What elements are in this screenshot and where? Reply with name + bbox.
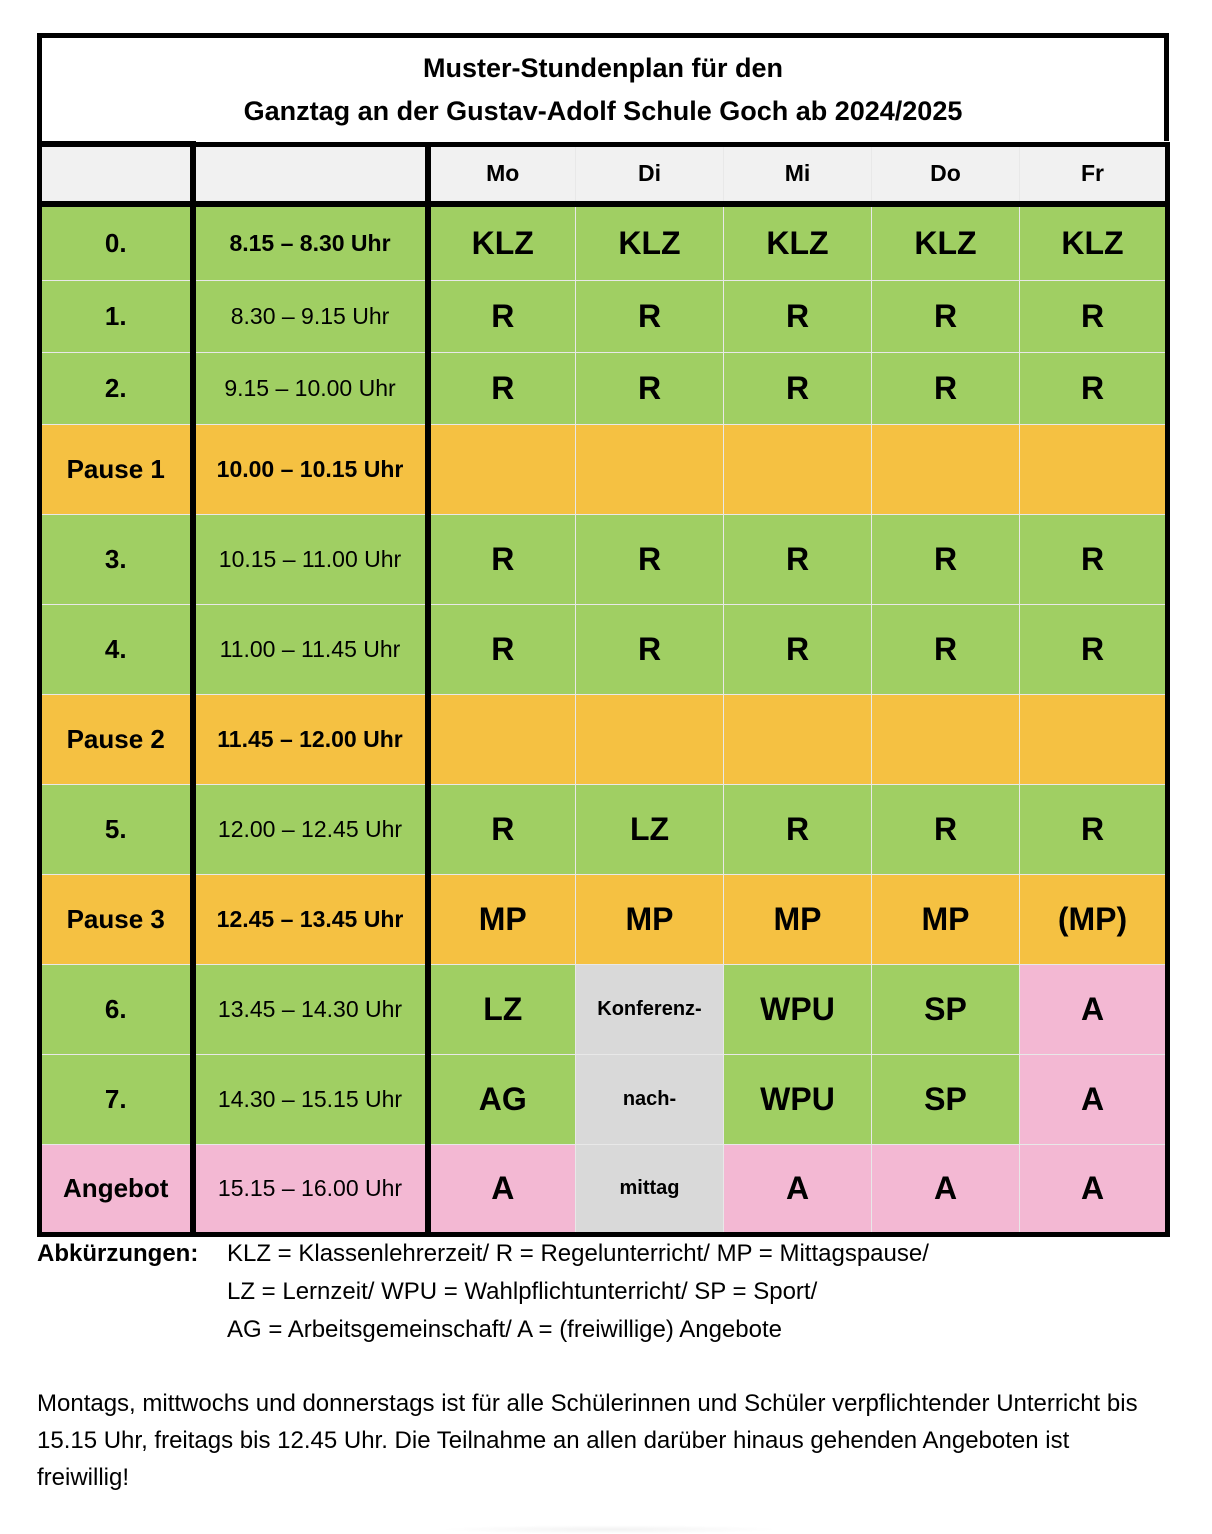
schedule-cell-mi: WPU <box>724 1054 872 1144</box>
schedule-cell-do: R <box>872 784 1020 874</box>
schedule-cell-fr: A <box>1020 1054 1168 1144</box>
schedule-cell-mo: R <box>428 514 576 604</box>
day-header-row <box>40 144 1168 204</box>
schedule-cell-do: R <box>872 514 1020 604</box>
header-blank-period <box>40 144 193 204</box>
schedule-cell-mo: MP <box>428 874 576 964</box>
period-label: 3. <box>40 514 193 604</box>
legend-label: Abkürzungen: <box>37 1240 199 1267</box>
timetable-row <box>40 352 1168 424</box>
abbreviations-legend <box>37 1235 929 1349</box>
schedule-cell-mi: A <box>724 1144 872 1234</box>
schedule-cell-di: R <box>576 604 724 694</box>
period-time: 11.45 – 12.00 Uhr <box>193 694 428 784</box>
period-time: 8.30 – 9.15 Uhr <box>193 280 428 352</box>
schedule-cell-fr <box>1020 694 1168 784</box>
page-shadow <box>440 1525 780 1534</box>
timetable-row <box>40 280 1168 352</box>
schedule-cell-mo: KLZ <box>428 204 576 280</box>
timetable-body <box>40 204 1168 1234</box>
schedule-cell-mo <box>428 424 576 514</box>
schedule-cell-di: MP <box>576 874 724 964</box>
schedule-cell-mi: MP <box>724 874 872 964</box>
schedule-cell-mo: AG <box>428 1054 576 1144</box>
schedule-cell-do: SP <box>872 964 1020 1054</box>
schedule-cell-mo: R <box>428 604 576 694</box>
day-header-di: Di <box>576 144 724 204</box>
timetable-row <box>40 514 1168 604</box>
schedule-cell-do: KLZ <box>872 204 1020 280</box>
timetable-row <box>40 964 1168 1054</box>
day-header-do: Do <box>872 144 1020 204</box>
period-label: 2. <box>40 352 193 424</box>
period-time: 8.15 – 8.30 Uhr <box>193 204 428 280</box>
timetable-row <box>40 784 1168 874</box>
period-time: 9.15 – 10.00 Uhr <box>193 352 428 424</box>
schedule-cell-mo: R <box>428 280 576 352</box>
period-label: 0. <box>40 204 193 280</box>
schedule-cell-di: R <box>576 352 724 424</box>
header-blank-time <box>193 144 428 204</box>
period-label: 7. <box>40 1054 193 1144</box>
period-time: 10.00 – 10.15 Uhr <box>193 424 428 514</box>
period-time: 11.00 – 11.45 Uhr <box>193 604 428 694</box>
period-time: 10.15 – 11.00 Uhr <box>193 514 428 604</box>
schedule-cell-fr: A <box>1020 1144 1168 1234</box>
schedule-cell-do: R <box>872 604 1020 694</box>
timetable-row <box>40 874 1168 964</box>
timetable-row <box>40 604 1168 694</box>
schedule-cell-fr: R <box>1020 352 1168 424</box>
schedule-cell-mo: R <box>428 352 576 424</box>
schedule-cell-do <box>872 424 1020 514</box>
schedule-cell-mo: R <box>428 784 576 874</box>
schedule-cell-di: Konferenz- <box>576 964 724 1054</box>
schedule-cell-mo: A <box>428 1144 576 1234</box>
schedule-cell-mi: R <box>724 604 872 694</box>
timetable-row <box>40 1144 1168 1234</box>
day-header-mi: Mi <box>724 144 872 204</box>
period-label: 5. <box>40 784 193 874</box>
schedule-cell-fr: A <box>1020 964 1168 1054</box>
schedule-cell-fr: R <box>1020 514 1168 604</box>
legend-line: KLZ = Klassenlehrerzeit/ R = Regelunterricht/ MP = Mittagspause/ <box>227 1240 929 1267</box>
period-label: 6. <box>40 964 193 1054</box>
schedule-cell-mi: R <box>724 352 872 424</box>
schedule-cell-mi <box>724 424 872 514</box>
schedule-cell-do: R <box>872 280 1020 352</box>
period-label: Pause 3 <box>40 874 193 964</box>
schedule-cell-fr: R <box>1020 784 1168 874</box>
timetable-row <box>40 424 1168 514</box>
timetable <box>37 141 1170 1237</box>
schedule-cell-do: SP <box>872 1054 1020 1144</box>
timetable-row <box>40 694 1168 784</box>
period-time: 13.45 – 14.30 Uhr <box>193 964 428 1054</box>
schedule-cell-do: A <box>872 1144 1020 1234</box>
timetable-row <box>40 1054 1168 1144</box>
schedule-cell-di: LZ <box>576 784 724 874</box>
schedule-cell-di <box>576 694 724 784</box>
schedule-cell-di: mittag <box>576 1144 724 1234</box>
schedule-cell-mo: LZ <box>428 964 576 1054</box>
period-label: Pause 1 <box>40 424 193 514</box>
period-time: 14.30 – 15.15 Uhr <box>193 1054 428 1144</box>
schedule-cell-di: R <box>576 514 724 604</box>
period-time: 15.15 – 16.00 Uhr <box>193 1144 428 1234</box>
schedule-cell-fr: (MP) <box>1020 874 1168 964</box>
schedule-cell-di: KLZ <box>576 204 724 280</box>
schedule-cell-fr <box>1020 424 1168 514</box>
period-label: Angebot <box>40 1144 193 1234</box>
schedule-cell-fr: KLZ <box>1020 204 1168 280</box>
schedule-cell-di: nach- <box>576 1054 724 1144</box>
schedule-cell-do: R <box>872 352 1020 424</box>
period-label: 4. <box>40 604 193 694</box>
schedule-cell-mi: WPU <box>724 964 872 1054</box>
schedule-cell-do <box>872 694 1020 784</box>
title-line-1: Muster-Stundenplan für den <box>423 52 783 83</box>
title-line-2: Ganztag an der Gustav-Adolf Schule Goch ab 2024/2025 <box>243 95 963 126</box>
legend-line: AG = Arbeitsgemeinschaft/ A = (freiwillige) Angebote <box>227 1316 782 1343</box>
period-time: 12.45 – 13.45 Uhr <box>193 874 428 964</box>
timetable-sheet <box>37 33 1169 1237</box>
period-label: Pause 2 <box>40 694 193 784</box>
attendance-note: Montags, mittwochs und donnerstags ist für alle Schülerinnen und Schüler verpflichtender Unterricht bis 15.15 Uhr, freitags bis 12.45 Uhr. Die Teilnahme an allen darüber hinaus gehenden Angeboten ist freiwillig! <box>37 1390 1138 1491</box>
period-time: 12.00 – 12.45 Uhr <box>193 784 428 874</box>
schedule-cell-di: R <box>576 280 724 352</box>
schedule-cell-mi <box>724 694 872 784</box>
period-label: 1. <box>40 280 193 352</box>
timetable-row <box>40 204 1168 280</box>
day-header-mo: Mo <box>428 144 576 204</box>
schedule-cell-mi: KLZ <box>724 204 872 280</box>
schedule-cell-fr: R <box>1020 604 1168 694</box>
schedule-cell-do: MP <box>872 874 1020 964</box>
schedule-cell-mi: R <box>724 280 872 352</box>
schedule-cell-mi: R <box>724 514 872 604</box>
timetable-title <box>37 33 1169 141</box>
schedule-cell-fr: R <box>1020 280 1168 352</box>
schedule-cell-mi: R <box>724 784 872 874</box>
schedule-cell-di <box>576 424 724 514</box>
legend-line: LZ = Lernzeit/ WPU = Wahlpflichtunterricht/ SP = Sport/ <box>227 1278 818 1305</box>
schedule-cell-mo <box>428 694 576 784</box>
day-header-fr: Fr <box>1020 144 1168 204</box>
